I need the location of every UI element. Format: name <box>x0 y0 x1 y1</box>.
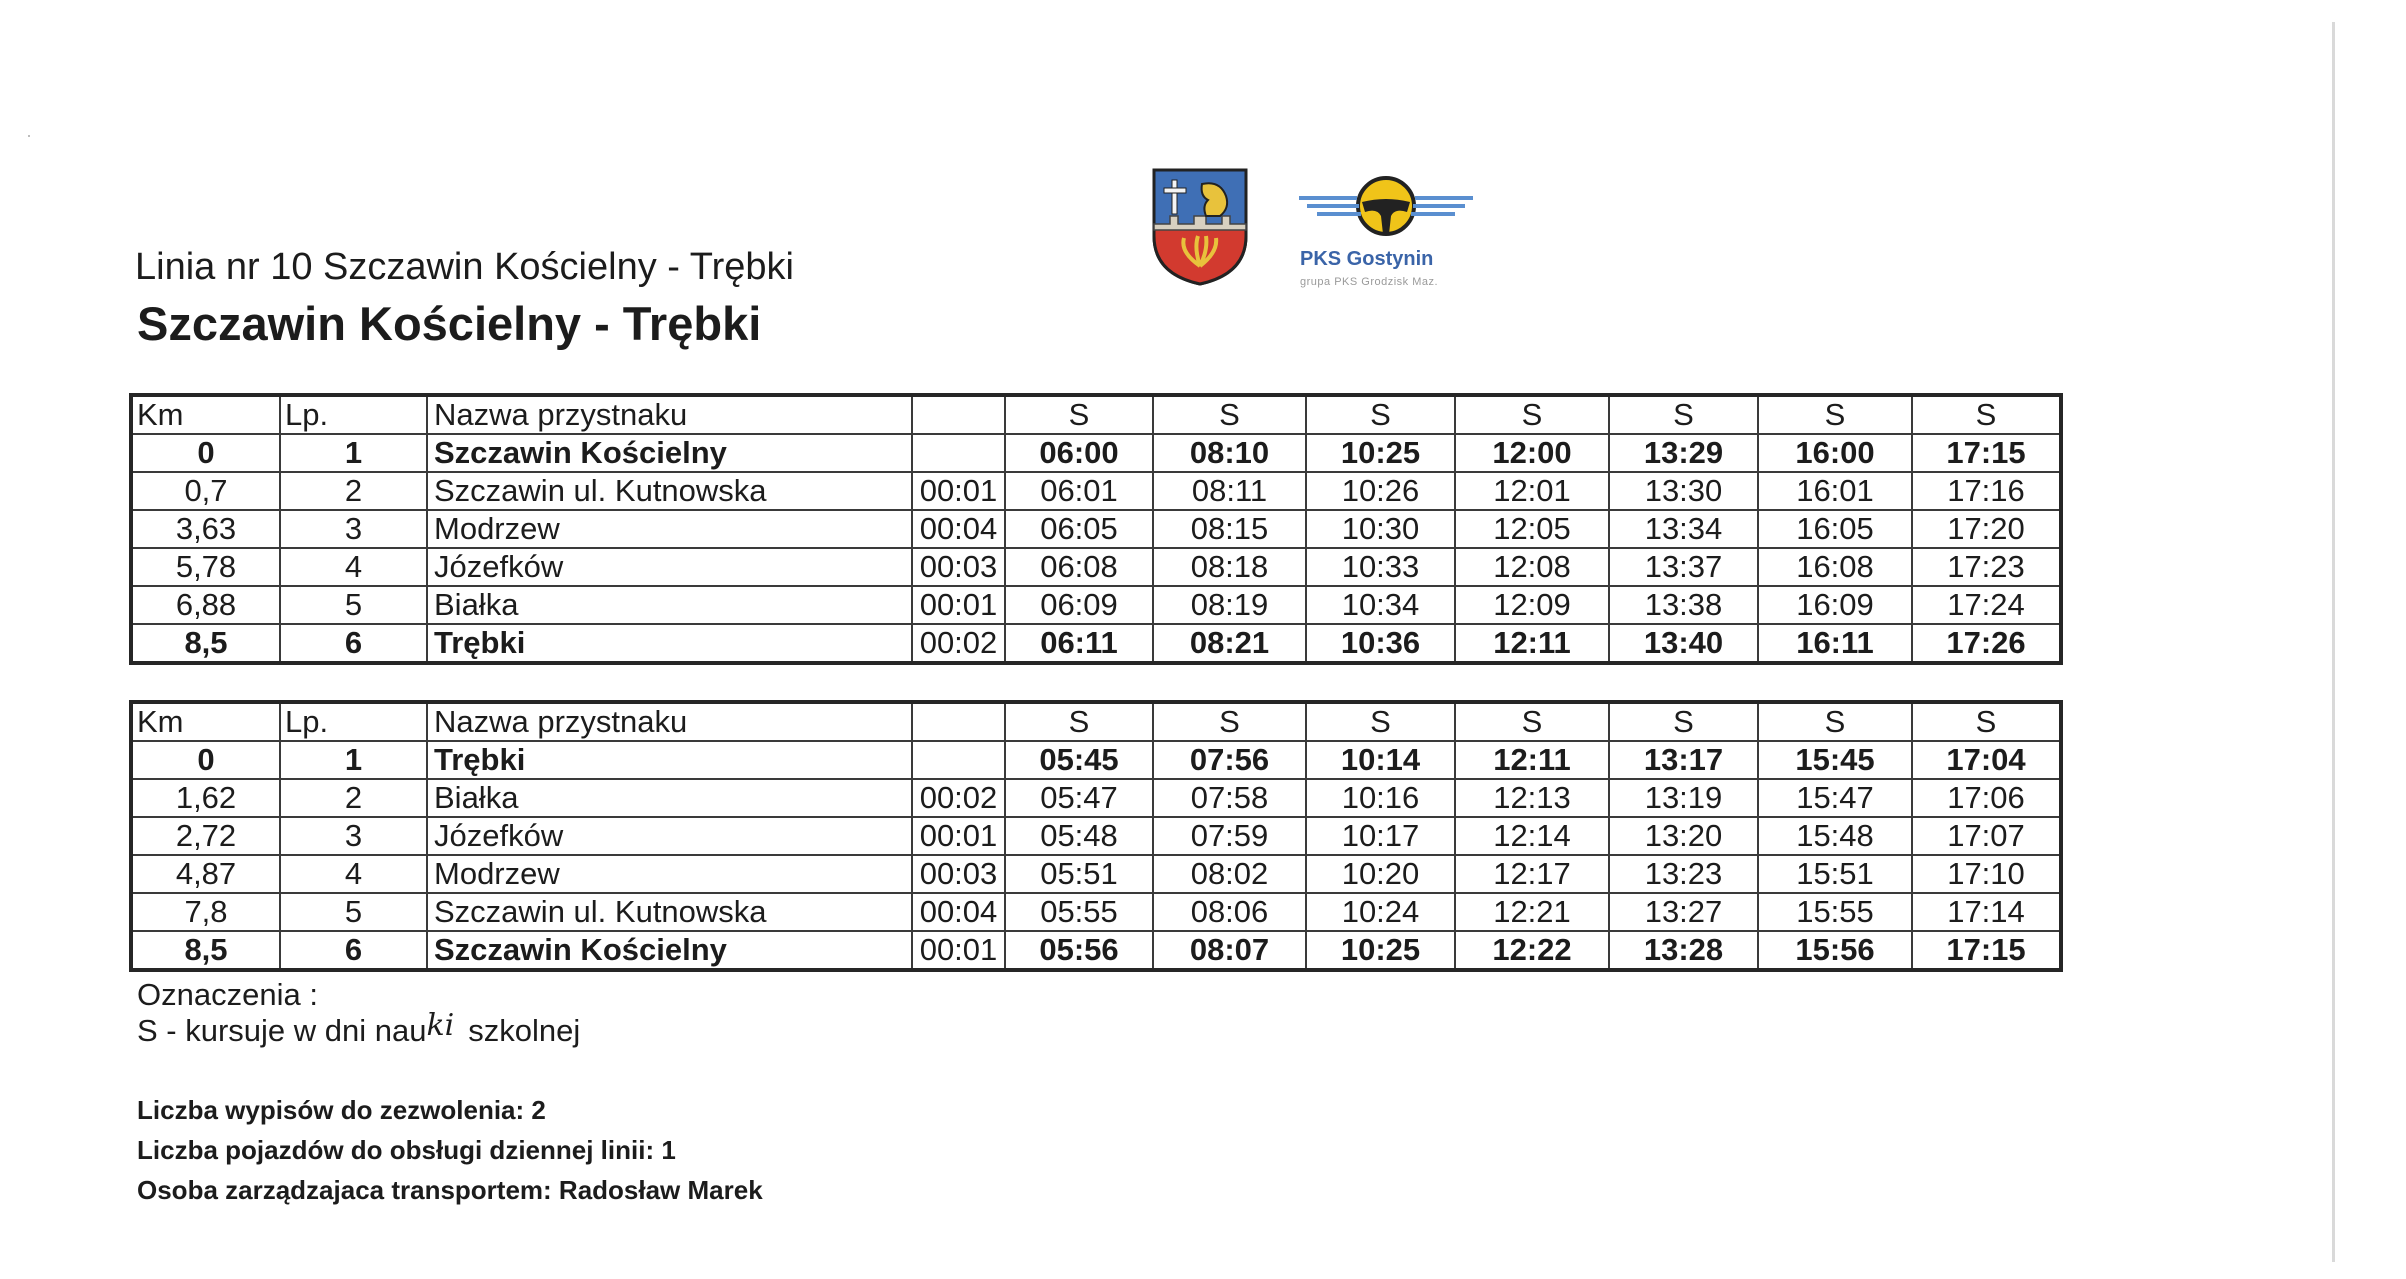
table-row <box>131 931 2061 970</box>
time-cell: 06:09 <box>1005 586 1153 624</box>
time-cell: 12:14 <box>1455 817 1609 855</box>
time-cell: 08:15 <box>1153 510 1306 548</box>
time-cell: 08:11 <box>1153 472 1306 510</box>
col-header-lp: Lp. <box>280 395 427 434</box>
stop-name-cell: Modrzew <box>427 855 912 893</box>
stop-name-cell: Białka <box>427 586 912 624</box>
table-row <box>131 472 2061 510</box>
lp-cell: 4 <box>280 548 427 586</box>
time-cell: 13:40 <box>1609 624 1758 663</box>
time-cell: 10:33 <box>1306 548 1455 586</box>
time-cell: 06:05 <box>1005 510 1153 548</box>
offset-cell <box>912 434 1005 472</box>
col-header-course: S <box>1005 702 1153 741</box>
time-cell: 13:20 <box>1609 817 1758 855</box>
info-vehicles: Liczba pojazdów do obsługi dziennej linii: 1 <box>137 1135 676 1165</box>
lp-cell: 5 <box>280 893 427 931</box>
lp-cell: 4 <box>280 855 427 893</box>
time-cell: 10:20 <box>1306 855 1455 893</box>
km-cell: 6,88 <box>131 586 280 624</box>
time-cell: 06:01 <box>1005 472 1153 510</box>
time-cell: 12:22 <box>1455 931 1609 970</box>
time-cell: 12:11 <box>1455 741 1609 779</box>
lp-cell: 1 <box>280 741 427 779</box>
time-cell: 05:45 <box>1005 741 1153 779</box>
km-cell: 8,5 <box>131 931 280 970</box>
km-cell: 0 <box>131 434 280 472</box>
lp-cell: 6 <box>280 624 427 663</box>
info-permits: Liczba wypisów do zezwolenia: 2 <box>137 1095 546 1125</box>
offset-cell: 00:01 <box>912 586 1005 624</box>
time-cell: 12:01 <box>1455 472 1609 510</box>
timetable-outbound <box>129 393 2063 665</box>
table-row <box>131 817 2061 855</box>
stop-name-cell: Modrzew <box>427 510 912 548</box>
time-cell: 17:24 <box>1912 586 2061 624</box>
time-cell: 08:21 <box>1153 624 1306 663</box>
col-header-km: Km <box>131 702 280 741</box>
time-cell: 13:34 <box>1609 510 1758 548</box>
km-cell: 2,72 <box>131 817 280 855</box>
legend-entry-suffix: szkolnej <box>468 1013 581 1048</box>
offset-cell: 00:03 <box>912 855 1005 893</box>
time-cell: 12:00 <box>1455 434 1609 472</box>
coat-of-arms-icon <box>1150 166 1250 286</box>
table-row <box>131 779 2061 817</box>
pks-group: grupa PKS Grodzisk Maz. <box>1300 276 1439 288</box>
time-cell: 13:37 <box>1609 548 1758 586</box>
time-cell: 08:10 <box>1153 434 1306 472</box>
col-header-stop: Nazwa przystnaku <box>427 702 912 741</box>
scan-edge-line <box>2332 22 2335 1262</box>
lp-cell: 6 <box>280 931 427 970</box>
time-cell: 17:20 <box>1912 510 2061 548</box>
col-header-course: S <box>1912 395 2061 434</box>
time-cell: 15:51 <box>1758 855 1912 893</box>
time-cell: 08:06 <box>1153 893 1306 931</box>
time-cell: 06:00 <box>1005 434 1153 472</box>
table-row <box>131 434 2061 472</box>
time-cell: 16:09 <box>1758 586 1912 624</box>
time-cell: 13:30 <box>1609 472 1758 510</box>
time-cell: 13:27 <box>1609 893 1758 931</box>
time-cell: 07:59 <box>1153 817 1306 855</box>
km-cell: 7,8 <box>131 893 280 931</box>
offset-cell: 00:02 <box>912 624 1005 663</box>
time-cell: 16:11 <box>1758 624 1912 663</box>
time-cell: 13:17 <box>1609 741 1758 779</box>
time-cell: 16:00 <box>1758 434 1912 472</box>
km-cell: 4,87 <box>131 855 280 893</box>
time-cell: 16:05 <box>1758 510 1912 548</box>
time-cell: 17:23 <box>1912 548 2061 586</box>
time-cell: 12:08 <box>1455 548 1609 586</box>
stop-name-cell: Szczawin Kościelny <box>427 931 912 970</box>
time-cell: 13:28 <box>1609 931 1758 970</box>
offset-cell: 00:04 <box>912 893 1005 931</box>
lp-cell: 5 <box>280 586 427 624</box>
time-cell: 16:01 <box>1758 472 1912 510</box>
col-header-stop: Nazwa przystnaku <box>427 395 912 434</box>
lp-cell: 2 <box>280 472 427 510</box>
time-cell: 12:21 <box>1455 893 1609 931</box>
lp-cell: 1 <box>280 434 427 472</box>
time-cell: 15:45 <box>1758 741 1912 779</box>
line-label: Linia nr 10 Szczawin Kościelny - Trębki <box>135 246 794 288</box>
legend-entry <box>137 1008 581 1049</box>
km-cell: 3,63 <box>131 510 280 548</box>
col-header-lp: Lp. <box>280 702 427 741</box>
table-row <box>131 510 2061 548</box>
time-cell: 05:56 <box>1005 931 1153 970</box>
time-cell: 17:15 <box>1912 931 2061 970</box>
col-header-course: S <box>1306 702 1455 741</box>
stop-name-cell: Szczawin ul. Kutnowska <box>427 893 912 931</box>
km-cell: 1,62 <box>131 779 280 817</box>
time-cell: 07:56 <box>1153 741 1306 779</box>
time-cell: 13:38 <box>1609 586 1758 624</box>
col-header-course: S <box>1455 395 1609 434</box>
time-cell: 10:26 <box>1306 472 1455 510</box>
time-cell: 17:04 <box>1912 741 2061 779</box>
time-cell: 17:07 <box>1912 817 2061 855</box>
time-cell: 15:56 <box>1758 931 1912 970</box>
time-cell: 15:48 <box>1758 817 1912 855</box>
col-header-offset <box>912 395 1005 434</box>
stop-name-cell: Józefków <box>427 817 912 855</box>
time-cell: 05:47 <box>1005 779 1153 817</box>
time-cell: 08:19 <box>1153 586 1306 624</box>
time-cell: 15:55 <box>1758 893 1912 931</box>
legend-heading: Oznaczenia : <box>137 977 318 1012</box>
time-cell: 10:34 <box>1306 586 1455 624</box>
table-row <box>131 624 2061 663</box>
stop-name-cell: Szczawin ul. Kutnowska <box>427 472 912 510</box>
info-manager: Osoba zarządzajaca transportem: Radosław Marek <box>137 1175 763 1205</box>
legend-handwritten-text: ki <box>426 1008 455 1043</box>
time-cell: 12:13 <box>1455 779 1609 817</box>
table-row <box>131 586 2061 624</box>
time-cell: 10:17 <box>1306 817 1455 855</box>
time-cell: 13:23 <box>1609 855 1758 893</box>
offset-cell: 00:04 <box>912 510 1005 548</box>
col-header-offset <box>912 702 1005 741</box>
time-cell: 08:18 <box>1153 548 1306 586</box>
col-header-course: S <box>1005 395 1153 434</box>
col-header-course: S <box>1609 702 1758 741</box>
stop-name-cell: Trębki <box>427 741 912 779</box>
time-cell: 12:17 <box>1455 855 1609 893</box>
legend-entry-prefix: S - kursuje w dni nau <box>137 1013 427 1048</box>
time-cell: 17:15 <box>1912 434 2061 472</box>
pks-name: PKS Gostynin <box>1300 248 1434 270</box>
time-cell: 17:14 <box>1912 893 2061 931</box>
km-cell: 0,7 <box>131 472 280 510</box>
lp-cell: 3 <box>280 510 427 548</box>
time-cell: 17:06 <box>1912 779 2061 817</box>
col-header-course: S <box>1609 395 1758 434</box>
col-header-course: S <box>1153 395 1306 434</box>
table-row <box>131 548 2061 586</box>
time-cell: 12:05 <box>1455 510 1609 548</box>
time-cell: 05:55 <box>1005 893 1153 931</box>
time-cell: 12:09 <box>1455 586 1609 624</box>
stop-name-cell: Białka <box>427 779 912 817</box>
time-cell: 08:02 <box>1153 855 1306 893</box>
time-cell: 10:14 <box>1306 741 1455 779</box>
time-cell: 13:19 <box>1609 779 1758 817</box>
time-cell: 17:26 <box>1912 624 2061 663</box>
col-header-course: S <box>1455 702 1609 741</box>
time-cell: 15:47 <box>1758 779 1912 817</box>
timetable-return <box>129 700 2063 972</box>
km-cell: 8,5 <box>131 624 280 663</box>
col-header-course: S <box>1758 702 1912 741</box>
time-cell: 12:11 <box>1455 624 1609 663</box>
time-cell: 07:58 <box>1153 779 1306 817</box>
km-cell: 0 <box>131 741 280 779</box>
time-cell: 13:29 <box>1609 434 1758 472</box>
page-title: Szczawin Kościelny - Trębki <box>137 297 762 350</box>
time-cell: 05:51 <box>1005 855 1153 893</box>
table-header-row <box>131 395 2061 434</box>
scan-speck <box>28 135 30 137</box>
time-cell: 10:24 <box>1306 893 1455 931</box>
col-header-course: S <box>1758 395 1912 434</box>
col-header-course: S <box>1153 702 1306 741</box>
offset-cell: 00:01 <box>912 931 1005 970</box>
stop-name-cell: Józefków <box>427 548 912 586</box>
table-row <box>131 893 2061 931</box>
time-cell: 10:36 <box>1306 624 1455 663</box>
time-cell: 10:25 <box>1306 434 1455 472</box>
time-cell: 10:16 <box>1306 779 1455 817</box>
offset-cell: 00:02 <box>912 779 1005 817</box>
time-cell: 06:08 <box>1005 548 1153 586</box>
time-cell: 05:48 <box>1005 817 1153 855</box>
time-cell: 17:16 <box>1912 472 2061 510</box>
offset-cell <box>912 741 1005 779</box>
offset-cell: 00:03 <box>912 548 1005 586</box>
offset-cell: 00:01 <box>912 472 1005 510</box>
time-cell: 10:25 <box>1306 931 1455 970</box>
time-cell: 06:11 <box>1005 624 1153 663</box>
col-header-course: S <box>1306 395 1455 434</box>
time-cell: 10:30 <box>1306 510 1455 548</box>
col-header-course: S <box>1912 702 2061 741</box>
time-cell: 08:07 <box>1153 931 1306 970</box>
table-header-row <box>131 702 2061 741</box>
stop-name-cell: Szczawin Kościelny <box>427 434 912 472</box>
offset-cell: 00:01 <box>912 817 1005 855</box>
time-cell: 17:10 <box>1912 855 2061 893</box>
lp-cell: 3 <box>280 817 427 855</box>
lp-cell: 2 <box>280 779 427 817</box>
pks-logo-icon <box>1295 172 1477 242</box>
table-row <box>131 741 2061 779</box>
stop-name-cell: Trębki <box>427 624 912 663</box>
col-header-km: Km <box>131 395 280 434</box>
km-cell: 5,78 <box>131 548 280 586</box>
time-cell: 16:08 <box>1758 548 1912 586</box>
table-row <box>131 855 2061 893</box>
